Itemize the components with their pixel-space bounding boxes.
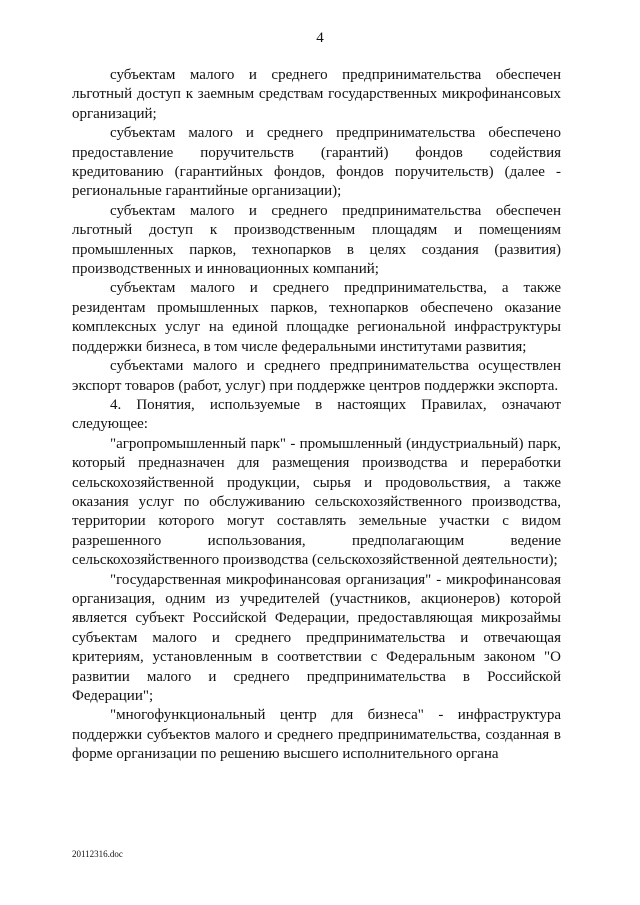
paragraph: 4. Понятия, используемые в настоящих Правилах, означают следующее: — [72, 396, 561, 433]
paragraph: "многофункциональный центр для бизнеса" - инфраструктура поддержки субъектов малого и среднего предпринимательства, созданная в форме организации по решению высшего исполнительного органа — [72, 707, 561, 763]
page-number: 4 — [316, 30, 324, 46]
paragraph: субъектам малого и среднего предпринимательства, а также резидентам промышленных парков, технопарков обеспечено оказание комплексных услуг на единой площадке региональной инфраструктуры поддержки бизнеса, в том числе федеральными институтами развития; — [72, 280, 561, 355]
paragraph: "агропромышленный парк" - промышленный (индустриальный) парк, который предназначен для размещения производства и переработки сельскохозяйственной продукции, сырья и продовольствия, а также оказания услуг по обслуживанию сельскохозяйственного производства, территории которого могут составлять земельные участки с видом разрешенного использования, предполагающим ведение сельскохозяйственного производства (сельскохозяйственной деятельности); — [72, 435, 561, 569]
paragraph: субъектами малого и среднего предпринимательства осуществлен экспорт товаров (работ, услуг) при поддержке центров поддержки экспорта. — [72, 358, 561, 394]
paragraph: "государственная микрофинансовая организация" - микрофинансовая организация, одним из учредителей (участников, акционеров) которой является субъект Российской Федерации, предоставляющая микрозаймы субъектам малого и среднего предпринимательства и отвечающая критериям, установленным в соответствии с Федеральным законом "О развитии малого и среднего предпринимательства в Российской Федерации"; — [72, 571, 561, 704]
paragraph: субъектам малого и среднего предпринимательства обеспечено предоставление поручительств (гарантий) фондов содействия кредитованию (гарантийных фондов, фондов поручительств) (далее - региональные гарантийные организации); — [72, 125, 561, 200]
file-name-footer: 20112316.doc — [72, 849, 123, 859]
paragraph: субъектам малого и среднего предпринимательства обеспечен льготный доступ к заемным средствам государственных микрофинансовых организаций; — [72, 67, 561, 122]
paragraph: субъектам малого и среднего предпринимательства обеспечен льготный доступ к производственным площадям и помещениям промышленных парков, технопарков в целях создания (развития) производственных и инновационных компаний; — [72, 202, 561, 278]
document-body — [72, 66, 561, 765]
